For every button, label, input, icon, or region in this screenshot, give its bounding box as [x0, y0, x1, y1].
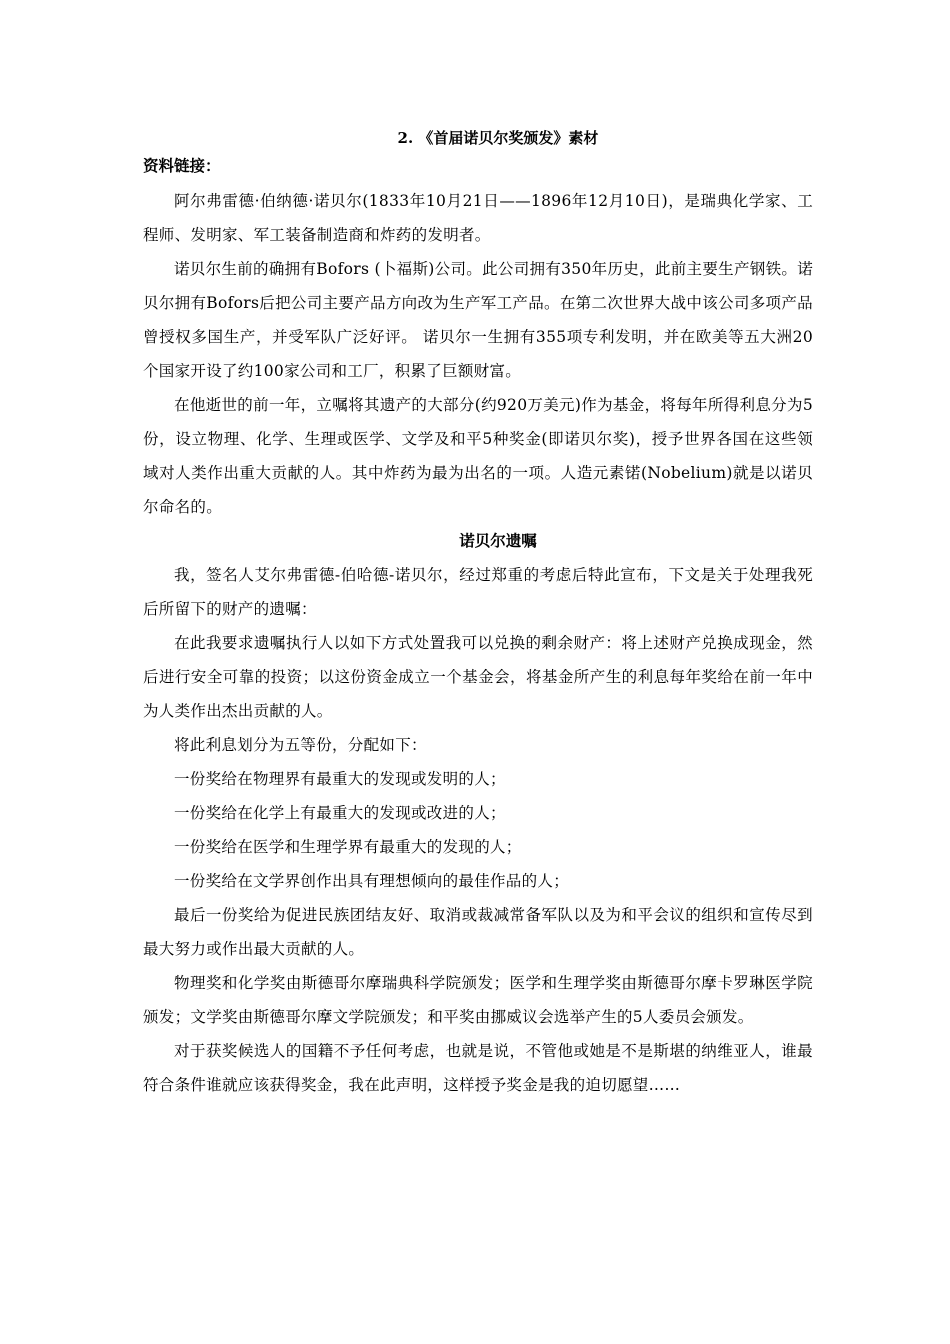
will-prize-medicine: 一份奖给在医学和生理学界有最重大的发现的人； [174, 838, 522, 856]
will-paragraph: 对于获奖候选人的国籍不予任何考虑，也就是说，不管他或她是不是斯堪的纳维亚人，谁最符合条件谁就应该获得奖金，我在此声明，这样授予奖金是我的迫切愿望…… [143, 1042, 813, 1094]
will-prize-physics: 一份奖给在物理界有最重大的发现或发明的人； [174, 770, 506, 788]
will-paragraph: 物理奖和化学奖由斯德哥尔摩瑞典科学院颁发；医学和生理学奖由斯德哥尔摩卡罗琳医学院颁发；文学奖由斯德哥尔摩文学院颁发；和平奖由挪威议会选举产生的5人委员会颁发。 [143, 974, 813, 1026]
paragraph-nobel-bio: 阿尔弗雷德·伯纳德·诺贝尔(1833年10月21日——1896年12月10日)，是瑞典化学家、工程师、发明家、军工装备制造商和炸药的发明者。 [143, 192, 813, 244]
will-prize-literature: 一份奖给在文学界创作出具有理想倾向的最佳作品的人； [174, 872, 570, 890]
paragraph-fund: 在他逝世的前一年，立嘱将其遗产的大部分(约920万美元)作为基金，将每年所得利息分为5份，设立物理、化学、生理或医学、文学及和平5种奖金(即诺贝尔奖)，授予世界各国在这些领域对人类作出重大贡献的人。其中炸药为最为出名的一项。人造元素锘(Nobelium)就是以诺贝尔命名的。 [143, 396, 813, 516]
will-heading: 诺贝尔遗嘱 [459, 531, 537, 550]
will-paragraph: 在此我要求遗嘱执行人以如下方式处置我可以兑换的剩余财产：将上述财产兑换成现金，然后进行安全可靠的投资；以这份资金成立一个基金会，将基金所产生的利息每年奖给在前一年中为人类作出杰出贡献的人。 [143, 634, 813, 720]
will-prize-chemistry: 一份奖给在化学上有最重大的发现或改进的人； [174, 804, 506, 822]
will-paragraph: 将此利息划分为五等份，分配如下： [174, 736, 427, 754]
document-body [143, 124, 813, 1102]
document-title: 2. 《首届诺贝尔奖颁发》素材 [397, 129, 599, 147]
section-label: 资料链接： [143, 156, 221, 175]
will-paragraph: 我，签名人艾尔弗雷德-伯哈德-诺贝尔，经过郑重的考虑后特此宣布，下文是关于处理我死后所留下的财产的遗嘱： [143, 566, 813, 618]
will-prize-peace: 最后一份奖给为促进民族团结友好、取消或裁减常备军队以及为和平会议的组织和宣传尽到最大努力或作出最大贡献的人。 [143, 906, 813, 958]
paragraph-bofors: 诺贝尔生前的确拥有Bofors (卜福斯)公司。此公司拥有350年历史，此前主要生产钢铁。诺贝尔拥有Bofors后把公司主要产品方向改为生产军工产品。在第二次世界大战中该公司多项产品曾授权多国生产，并受军队广泛好评。 诺贝尔一生拥有355项专利发明，并在欧美等五大洲20个国家开设了约100家公司和工厂，积累了巨额财富。 [143, 260, 813, 380]
